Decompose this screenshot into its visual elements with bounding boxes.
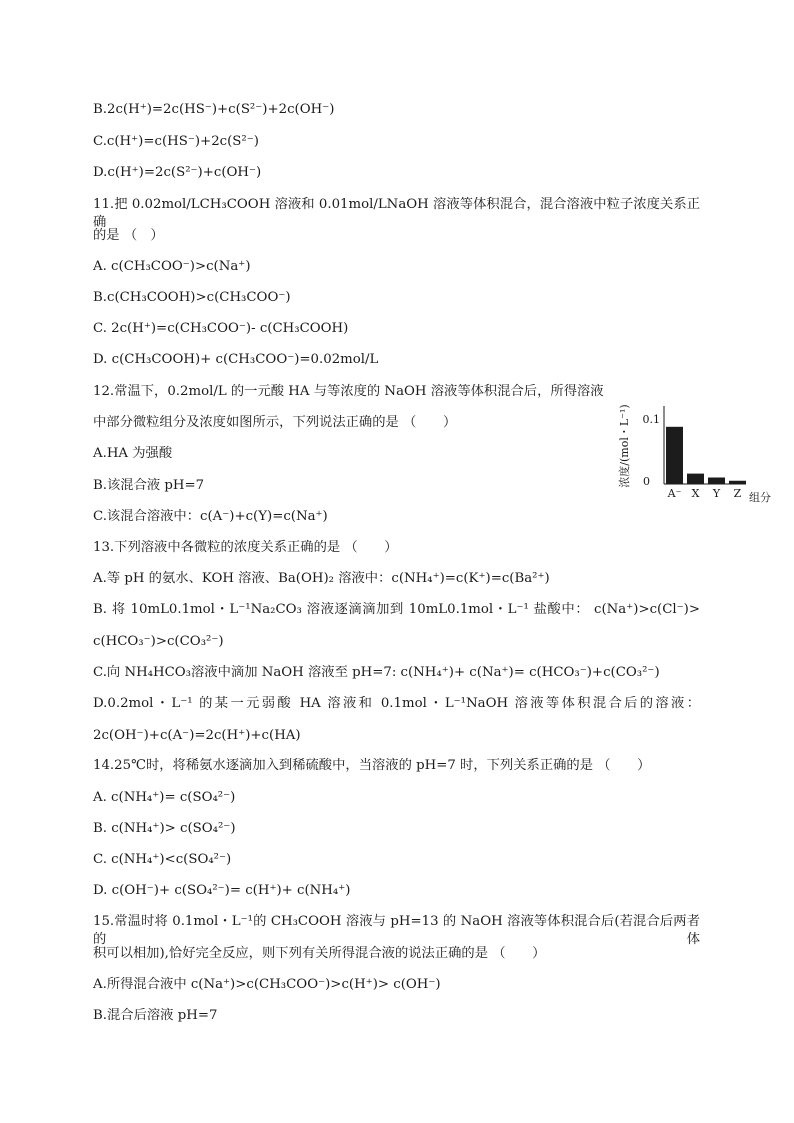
- q11-stem-line2: 的是 （ ）: [93, 228, 164, 243]
- q12-option-c: C.该混合溶液中：c(A⁻)+c(Y)=c(Na⁺): [93, 509, 328, 524]
- x-tick-label-3: Z: [733, 487, 742, 500]
- q12-option-b: B.该混合液 pH=7: [93, 478, 205, 493]
- y-axis-label: 浓度/(mol・L⁻¹): [618, 404, 631, 488]
- x-tick-label-1: X: [691, 487, 700, 500]
- q15-stem-line1: 15.常温时将 0.1mol・L⁻¹的 CH₃COOH 溶液与 pH=13 的 NaOH 溶液等体积混合后(若混合后两者的体: [93, 914, 700, 947]
- bar-2: [708, 478, 725, 485]
- q14-option-a: A. c(NH₄⁺)= c(SO₄²⁻): [93, 790, 236, 805]
- q10-option-b: B.2c(H⁺)=2c(HS⁻)+c(S²⁻)+2c(OH⁻): [93, 102, 335, 117]
- q13-option-d-line1: D.0.2mol・L⁻¹ 的某一元弱酸 HA 溶液和 0.1mol・L⁻¹NaOH 溶液等体积混合后的溶液：: [93, 696, 700, 711]
- q13-option-a: A.等 pH 的氨水、KOH 溶液、Ba(OH)₂ 溶液中：c(NH₄⁺)=c(K⁺)=c(Ba²⁺): [93, 571, 550, 586]
- q13-option-b-line1: B. 将 10mL0.1mol・L⁻¹Na₂CO₃ 溶液逐滴滴加到 10mL0.1mol・L⁻¹ 盐酸中： c(Na⁺)>c(Cl⁻)>: [93, 602, 700, 617]
- q10-option-d: D.c(H⁺)=2c(S²⁻)+c(OH⁻): [93, 165, 262, 180]
- q12-stem-line1: 12.常温下，0.2mol/L 的一元酸 HA 与等浓度的 NaOH 溶液等体积混合后，所得溶液: [93, 384, 604, 399]
- q14-option-c: C. c(NH₄⁺)<c(SO₄²⁻): [93, 852, 232, 867]
- q11-option-c: C. 2c(H⁺)=c(CH₃COO⁻)- c(CH₃COOH): [93, 321, 349, 336]
- q15-option-b: B.混合后溶液 pH=7: [93, 1008, 218, 1023]
- q11-option-a: A. c(CH₃COO⁻)>c(Na⁺): [93, 259, 251, 274]
- bar-0: [666, 427, 683, 484]
- y-tick-top: 0.1: [642, 413, 660, 426]
- bar-3: [729, 481, 746, 484]
- q13-stem: 13.下列溶液中各微粒的浓度关系正确的是 （ ）: [93, 540, 398, 555]
- q12-stem-line2: 中部分微粒组分及浓度如图所示，下列说法正确的是 （ ）: [93, 415, 457, 430]
- q11-option-d: D. c(CH₃COOH)+ c(CH₃COO⁻)=0.02mol/L: [93, 352, 379, 367]
- x-tick-label-2: Y: [712, 487, 721, 500]
- q13-option-c: C.向 NH₄HCO₃溶液中滴加 NaOH 溶液至 pH=7: c(NH₄⁺)+ c(Na⁺)= c(HCO₃⁻)+c(CO₃²⁻): [93, 665, 660, 680]
- q13-option-d-line2: 2c(OH⁻)+c(A⁻)=2c(H⁺)+c(HA): [93, 728, 301, 743]
- q10-option-c: C.c(H⁺)=c(HS⁻)+2c(S²⁻): [93, 134, 259, 149]
- x-tick-label-0: A⁻: [667, 487, 682, 500]
- q13-option-b-line2: c(HCO₃⁻)>c(CO₃²⁻): [93, 634, 224, 649]
- q15-stem-line2: 积可以相加),恰好完全反应，则下列有关所得混合液的说法正确的是 （ ）: [93, 946, 546, 961]
- bar-1: [687, 474, 704, 484]
- q15-option-a: A.所得混合液中 c(Na⁺)>c(CH₃COO⁻)>c(H⁺)> c(OH⁻): [93, 977, 441, 992]
- concentration-bar-chart: [608, 398, 794, 508]
- q11-stem-line1: 11.把 0.02mol/LCH₃COOH 溶液和 0.01mol/LNaOH 溶液等体积混合，混合溶液中粒子浓度关系正确: [93, 197, 700, 230]
- x-axis-label: 组分: [749, 491, 771, 504]
- q14-option-d: D. c(OH⁻)+ c(SO₄²⁻)= c(H⁺)+ c(NH₄⁺): [93, 883, 351, 898]
- q12-option-a: A.HA 为强酸: [93, 446, 173, 461]
- y-tick-zero: 0: [643, 475, 650, 488]
- q11-option-b: B.c(CH₃COOH)>c(CH₃COO⁻): [93, 290, 291, 305]
- q14-option-b: B. c(NH₄⁺)> c(SO₄²⁻): [93, 821, 236, 836]
- q14-stem: 14.25℃时，将稀氨水逐滴加入到稀硫酸中，当溶液的 pH=7 时，下列关系正确的是 （ ）: [93, 758, 651, 773]
